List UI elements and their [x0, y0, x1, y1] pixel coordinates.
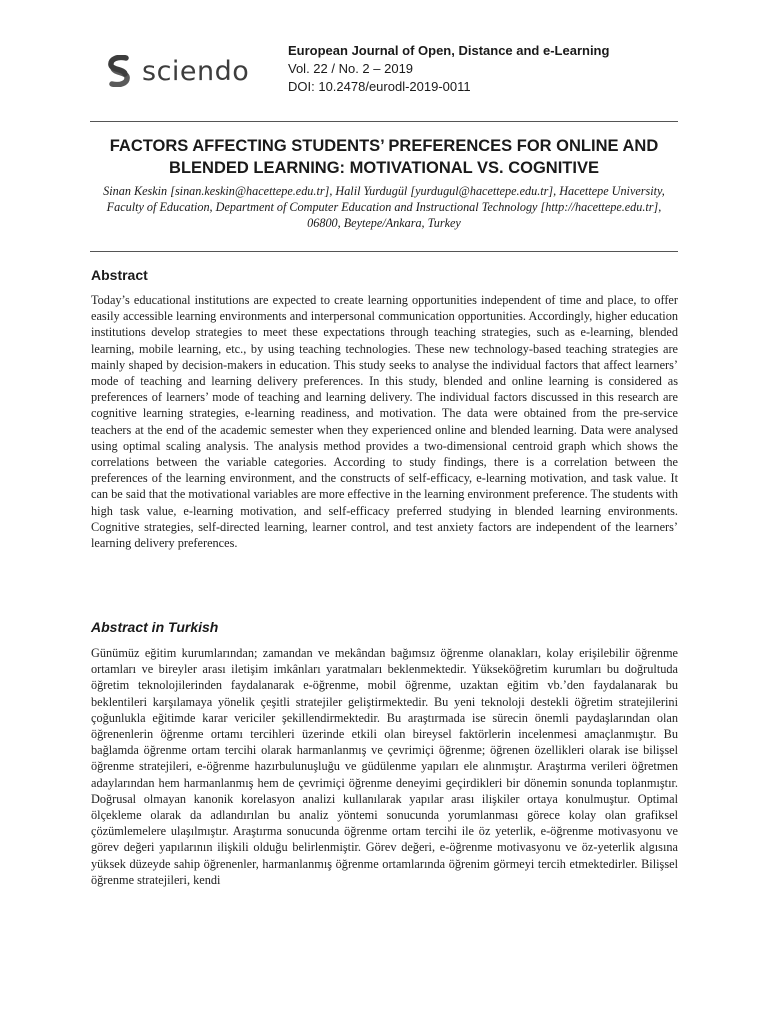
- header-divider: [90, 121, 678, 122]
- logo-wordmark: sciendo: [142, 55, 250, 87]
- journal-name: European Journal of Open, Distance and e-Learning: [288, 43, 610, 58]
- title-divider: [90, 251, 678, 252]
- journal-info: [288, 42, 609, 96]
- abstract-turkish-text: Günümüz eğitim kurumlarından; zamandan ve mekândan bağımsız öğrenme olanakları, kolay erişilebilir öğrenme ortamları ve bireyler arası iletişim imkânları yaratmaları beklenmektedir. Yükseköğretim kurumları bu doğrultuda öğretim teknolojilerinden faydalanarak e-öğrenme, mobil öğrenme, uzaktan eğitim vb.’den faydalanarak bu beklentileri karşılamaya yönelik çeşitli stratejiler geliştirmektedir. Bu yeni teknoloji destekli öğretim stratejilerini çoğunlukla eğitimde karar vericiler şekillendirmektedir. Bu araştırmada ise sürecin önemli paydaşlarından olan öğrenenlerin öğrenme ortamı tercihleri üzerinde etkili olan bireysel faktörlerin incelenmesi amaçlanmıştır. Bu bağlamda öğrenme ortam tercihi olarak harmanlanmış ve çevrimiçi öğrenme; öğrenen özellikleri olarak ise bilişsel öğrenme stratejileri, e-öğrenme hazırbulunuşluğu ve güdülenme yapıları ele alınmıştır. Araştırma verileri öğretmen adaylarından hem harmanlanmış hem de çevrimiçi öğrenme deneyimi geçirdikleri bir dönemin sonunda toplanmıştır. Doğrusal olmayan kanonik korelasyon analizi kullanılarak yapılar arası ilişkiler ortaya konulmuştur. Optimal ölçekleme olarak da adlandırılan bu analiz yöntemi sonucunda yorumlanması görece kolay olan grafiksel çözümlemelere ulaşılmıştır. Araştırma sonucunda öğrenme ortam tercihi ile öz yeterlik, e-öğrenme motivasyonu ve görev değeri yapılarının ilişkili olduğu belirlenmiştir. Görev değeri, e-öğrenme motivasyonu ve öz-yeterlik algısına yüksek düzeyde sahip öğrenenler, harmanlanmış öğrenme ortamlarında öğrenim görmeyi tercih etmektedirler. Bilişsel öğrenme stratejileri, kendi: [91, 646, 678, 887]
- abstract-text: Today’s educational institutions are expected to create learning opportunities independent of time and place, to offer easily accessible learning environments and interpersonal communication opportunities. Accordingly, higher education institutions develop strategies to meet these expectations through teaching strategies, such as e-learning, blended learning, mobile learning, etc., by using teaching technologies. These new technology-based teaching strategies are mainly shaped by decision-makers in education. This study seeks to analyse the individual factors that affect learners’ mode of teaching and learning delivery preferences. In this study, blended and online learning is considered as preferences of learners’ mode of teaching and learning delivery. The individual factors discussed in this research are cognitive learning strategies, e-learning readiness, and motivation. The data were obtained from the pre-service teachers at the end of the academic semester when they experienced online and blended learning. Data were analysed using optimal scaling analysis. The analysis method provides a two-dimensional centroid graph which shows the correlations between the variable categories. According to study findings, there is a correlation between the preferences of the learning environment, and the constructs of self-efficacy, e-learning motivation, and task value. It can be said that the motivational variables are more effective in the learning environment preference. The students with high task value, e-learning motivation, and self-efficacy preferred studying in blended learning environments. Cognitive strategies, self-directed learning, learner control, and test anxiety factors are independent of the learners’ learning delivery preferences.: [91, 293, 678, 551]
- paper-title: FACTORS AFFECTING STUDENTS’ PREFERENCES FOR ONLINE AND BLENDED LEARNING: MOTIVATIONAL VS. COGNITIVE: [109, 137, 659, 177]
- page-header: [0, 0, 768, 118]
- author-affiliations: Sinan Keskin [sinan.keskin@hacettepe.edu.tr], Halil Yurdugül [yurdugul@hacettepe.edu.tr], Hacettepe University, Faculty of Education, Department of Computer Education and Instructional Technology [http://hacettepe.edu.tr], 06800, Beytepe/Ankara, Turkey: [103, 184, 665, 230]
- abstract-turkish-heading: Abstract in Turkish: [91, 619, 219, 635]
- journal-volume: Vol. 22 / No. 2 – 2019: [288, 61, 414, 76]
- publisher-logo: [106, 54, 249, 88]
- abstract-heading: Abstract: [91, 267, 148, 283]
- sciendo-logo-icon: [106, 55, 132, 87]
- journal-doi: DOI: 10.2478/eurodl-2019-0011: [288, 79, 471, 94]
